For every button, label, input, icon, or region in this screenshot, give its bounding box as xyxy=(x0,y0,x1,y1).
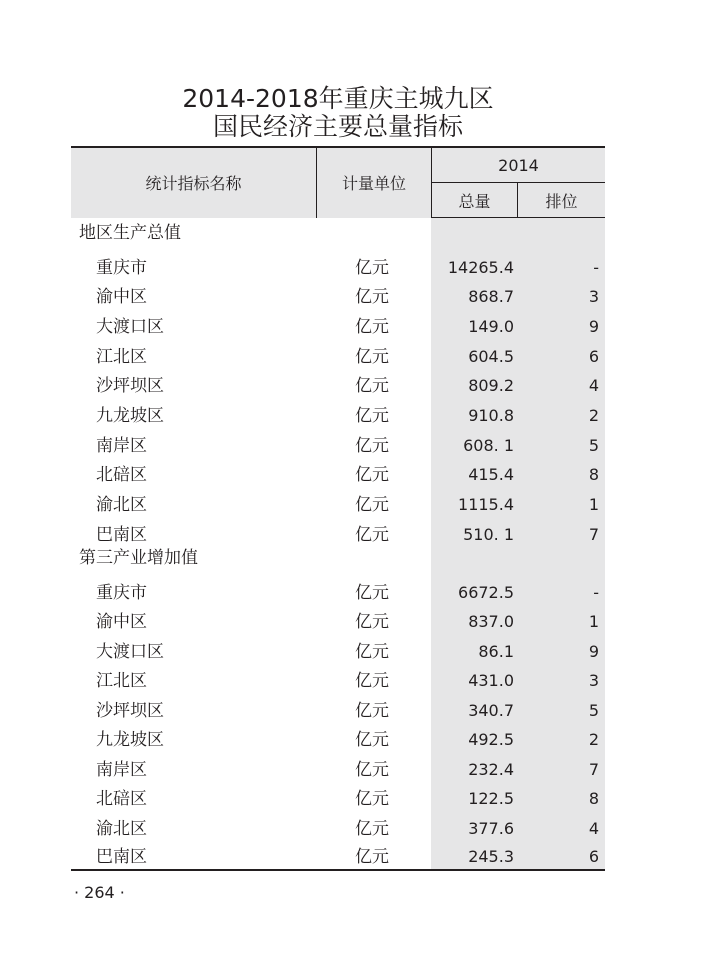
table-row xyxy=(71,700,605,722)
row-rank: 6 xyxy=(588,847,599,866)
table-row xyxy=(71,435,605,457)
table-row xyxy=(71,286,605,308)
row-name: 巴南区 xyxy=(96,525,147,545)
row-unit: 亿元 xyxy=(355,436,389,456)
row-rank: - xyxy=(593,583,599,602)
row-name: 重庆市 xyxy=(96,583,147,603)
row-rank: 4 xyxy=(588,376,599,395)
page-number: · 264 · xyxy=(74,883,125,902)
header-indicator-name: 统计指标名称 xyxy=(145,174,242,193)
row-unit: 亿元 xyxy=(355,465,389,485)
table-row xyxy=(71,494,605,516)
row-unit: 亿元 xyxy=(355,495,389,515)
row-rank: 5 xyxy=(588,436,599,455)
table-row xyxy=(71,464,605,486)
row-rank: 8 xyxy=(588,789,599,808)
row-value: 837.0 xyxy=(468,612,514,631)
row-value: 868.7 xyxy=(468,287,514,306)
row-name: 北碚区 xyxy=(96,465,147,485)
row-rank: 3 xyxy=(588,287,599,306)
table-row xyxy=(71,641,605,663)
table-row xyxy=(71,316,605,338)
row-rank: - xyxy=(593,258,599,277)
row-name: 渝中区 xyxy=(96,287,147,307)
row-unit: 亿元 xyxy=(355,847,389,867)
row-name: 南岸区 xyxy=(96,760,147,780)
row-unit: 亿元 xyxy=(355,760,389,780)
row-unit: 亿元 xyxy=(355,701,389,721)
table-row xyxy=(71,582,605,604)
row-unit: 亿元 xyxy=(355,317,389,337)
row-value: 86.1 xyxy=(478,642,514,661)
header-bottom-rule xyxy=(431,217,605,218)
row-value: 14265.4 xyxy=(447,258,514,277)
row-unit: 亿元 xyxy=(355,258,389,278)
row-value: 122.5 xyxy=(468,789,514,808)
table-row xyxy=(71,788,605,810)
table-row xyxy=(71,759,605,781)
row-rank: 6 xyxy=(588,347,599,366)
row-value: 415.4 xyxy=(468,465,514,484)
row-value: 149.0 xyxy=(468,317,514,336)
table-row xyxy=(71,346,605,368)
table-row xyxy=(71,405,605,427)
row-unit: 亿元 xyxy=(355,642,389,662)
row-name: 大渡口区 xyxy=(96,317,164,337)
row-unit: 亿元 xyxy=(355,406,389,426)
row-rank: 2 xyxy=(588,730,599,749)
row-value: 1115.4 xyxy=(458,495,514,514)
row-value: 340.7 xyxy=(468,701,514,720)
row-unit: 亿元 xyxy=(355,376,389,396)
row-name: 南岸区 xyxy=(96,436,147,456)
section-label-tertiary: 第三产业增加值 xyxy=(79,548,198,568)
header-year: 2014 xyxy=(498,156,539,175)
row-rank: 8 xyxy=(588,465,599,484)
header-unit: 计量单位 xyxy=(341,174,406,193)
row-name: 渝中区 xyxy=(96,612,147,632)
row-value: 6672.5 xyxy=(458,583,514,602)
table-top-rule xyxy=(71,146,605,148)
row-value: 232.4 xyxy=(468,760,514,779)
row-name: 重庆市 xyxy=(96,258,147,278)
row-name: 江北区 xyxy=(96,347,147,367)
row-unit: 亿元 xyxy=(355,525,389,545)
row-name: 沙坪坝区 xyxy=(96,701,164,721)
row-value: 377.6 xyxy=(468,819,514,838)
row-rank: 1 xyxy=(588,612,599,631)
page-title-line1: 2014-2018年重庆主城九区 xyxy=(182,84,494,113)
page-title-line2: 国民经济主要总量指标 xyxy=(212,112,463,141)
row-name: 九龙坡区 xyxy=(96,406,164,426)
row-unit: 亿元 xyxy=(355,612,389,632)
row-value: 608. 1 xyxy=(463,436,514,455)
row-name: 北碚区 xyxy=(96,789,147,809)
row-value: 910.8 xyxy=(468,406,514,425)
table-row xyxy=(71,670,605,692)
section-label-gdp: 地区生产总值 xyxy=(79,223,181,243)
row-rank: 4 xyxy=(588,819,599,838)
row-rank: 1 xyxy=(588,495,599,514)
table-row xyxy=(71,846,605,868)
table-bottom-rule xyxy=(71,869,605,871)
row-unit: 亿元 xyxy=(355,287,389,307)
row-rank: 7 xyxy=(588,760,599,779)
row-unit: 亿元 xyxy=(355,730,389,750)
row-value: 431.0 xyxy=(468,671,514,690)
row-name: 江北区 xyxy=(96,671,147,691)
row-unit: 亿元 xyxy=(355,789,389,809)
table-row xyxy=(71,524,605,546)
row-name: 渝北区 xyxy=(96,495,147,515)
row-value: 510. 1 xyxy=(463,525,514,544)
row-rank: 9 xyxy=(588,642,599,661)
row-name: 九龙坡区 xyxy=(96,730,164,750)
row-name: 大渡口区 xyxy=(96,642,164,662)
header-total: 总量 xyxy=(458,192,491,211)
table-row xyxy=(71,818,605,840)
table-row xyxy=(71,729,605,751)
row-rank: 3 xyxy=(588,671,599,690)
header-rank: 排位 xyxy=(545,192,578,211)
row-unit: 亿元 xyxy=(355,583,389,603)
statistics-table xyxy=(71,146,605,871)
table-row xyxy=(71,375,605,397)
row-rank: 7 xyxy=(588,525,599,544)
row-rank: 9 xyxy=(588,317,599,336)
row-value: 809.2 xyxy=(468,376,514,395)
row-value: 604.5 xyxy=(468,347,514,366)
table-row xyxy=(71,611,605,633)
row-value: 492.5 xyxy=(468,730,514,749)
row-rank: 2 xyxy=(588,406,599,425)
row-value: 245.3 xyxy=(468,847,514,866)
row-unit: 亿元 xyxy=(355,819,389,839)
row-unit: 亿元 xyxy=(355,671,389,691)
row-name: 巴南区 xyxy=(96,847,147,867)
year-underline xyxy=(431,182,605,183)
row-name: 沙坪坝区 xyxy=(96,376,164,396)
table-row xyxy=(71,257,605,279)
row-name: 渝北区 xyxy=(96,819,147,839)
row-rank: 5 xyxy=(588,701,599,720)
row-unit: 亿元 xyxy=(355,347,389,367)
